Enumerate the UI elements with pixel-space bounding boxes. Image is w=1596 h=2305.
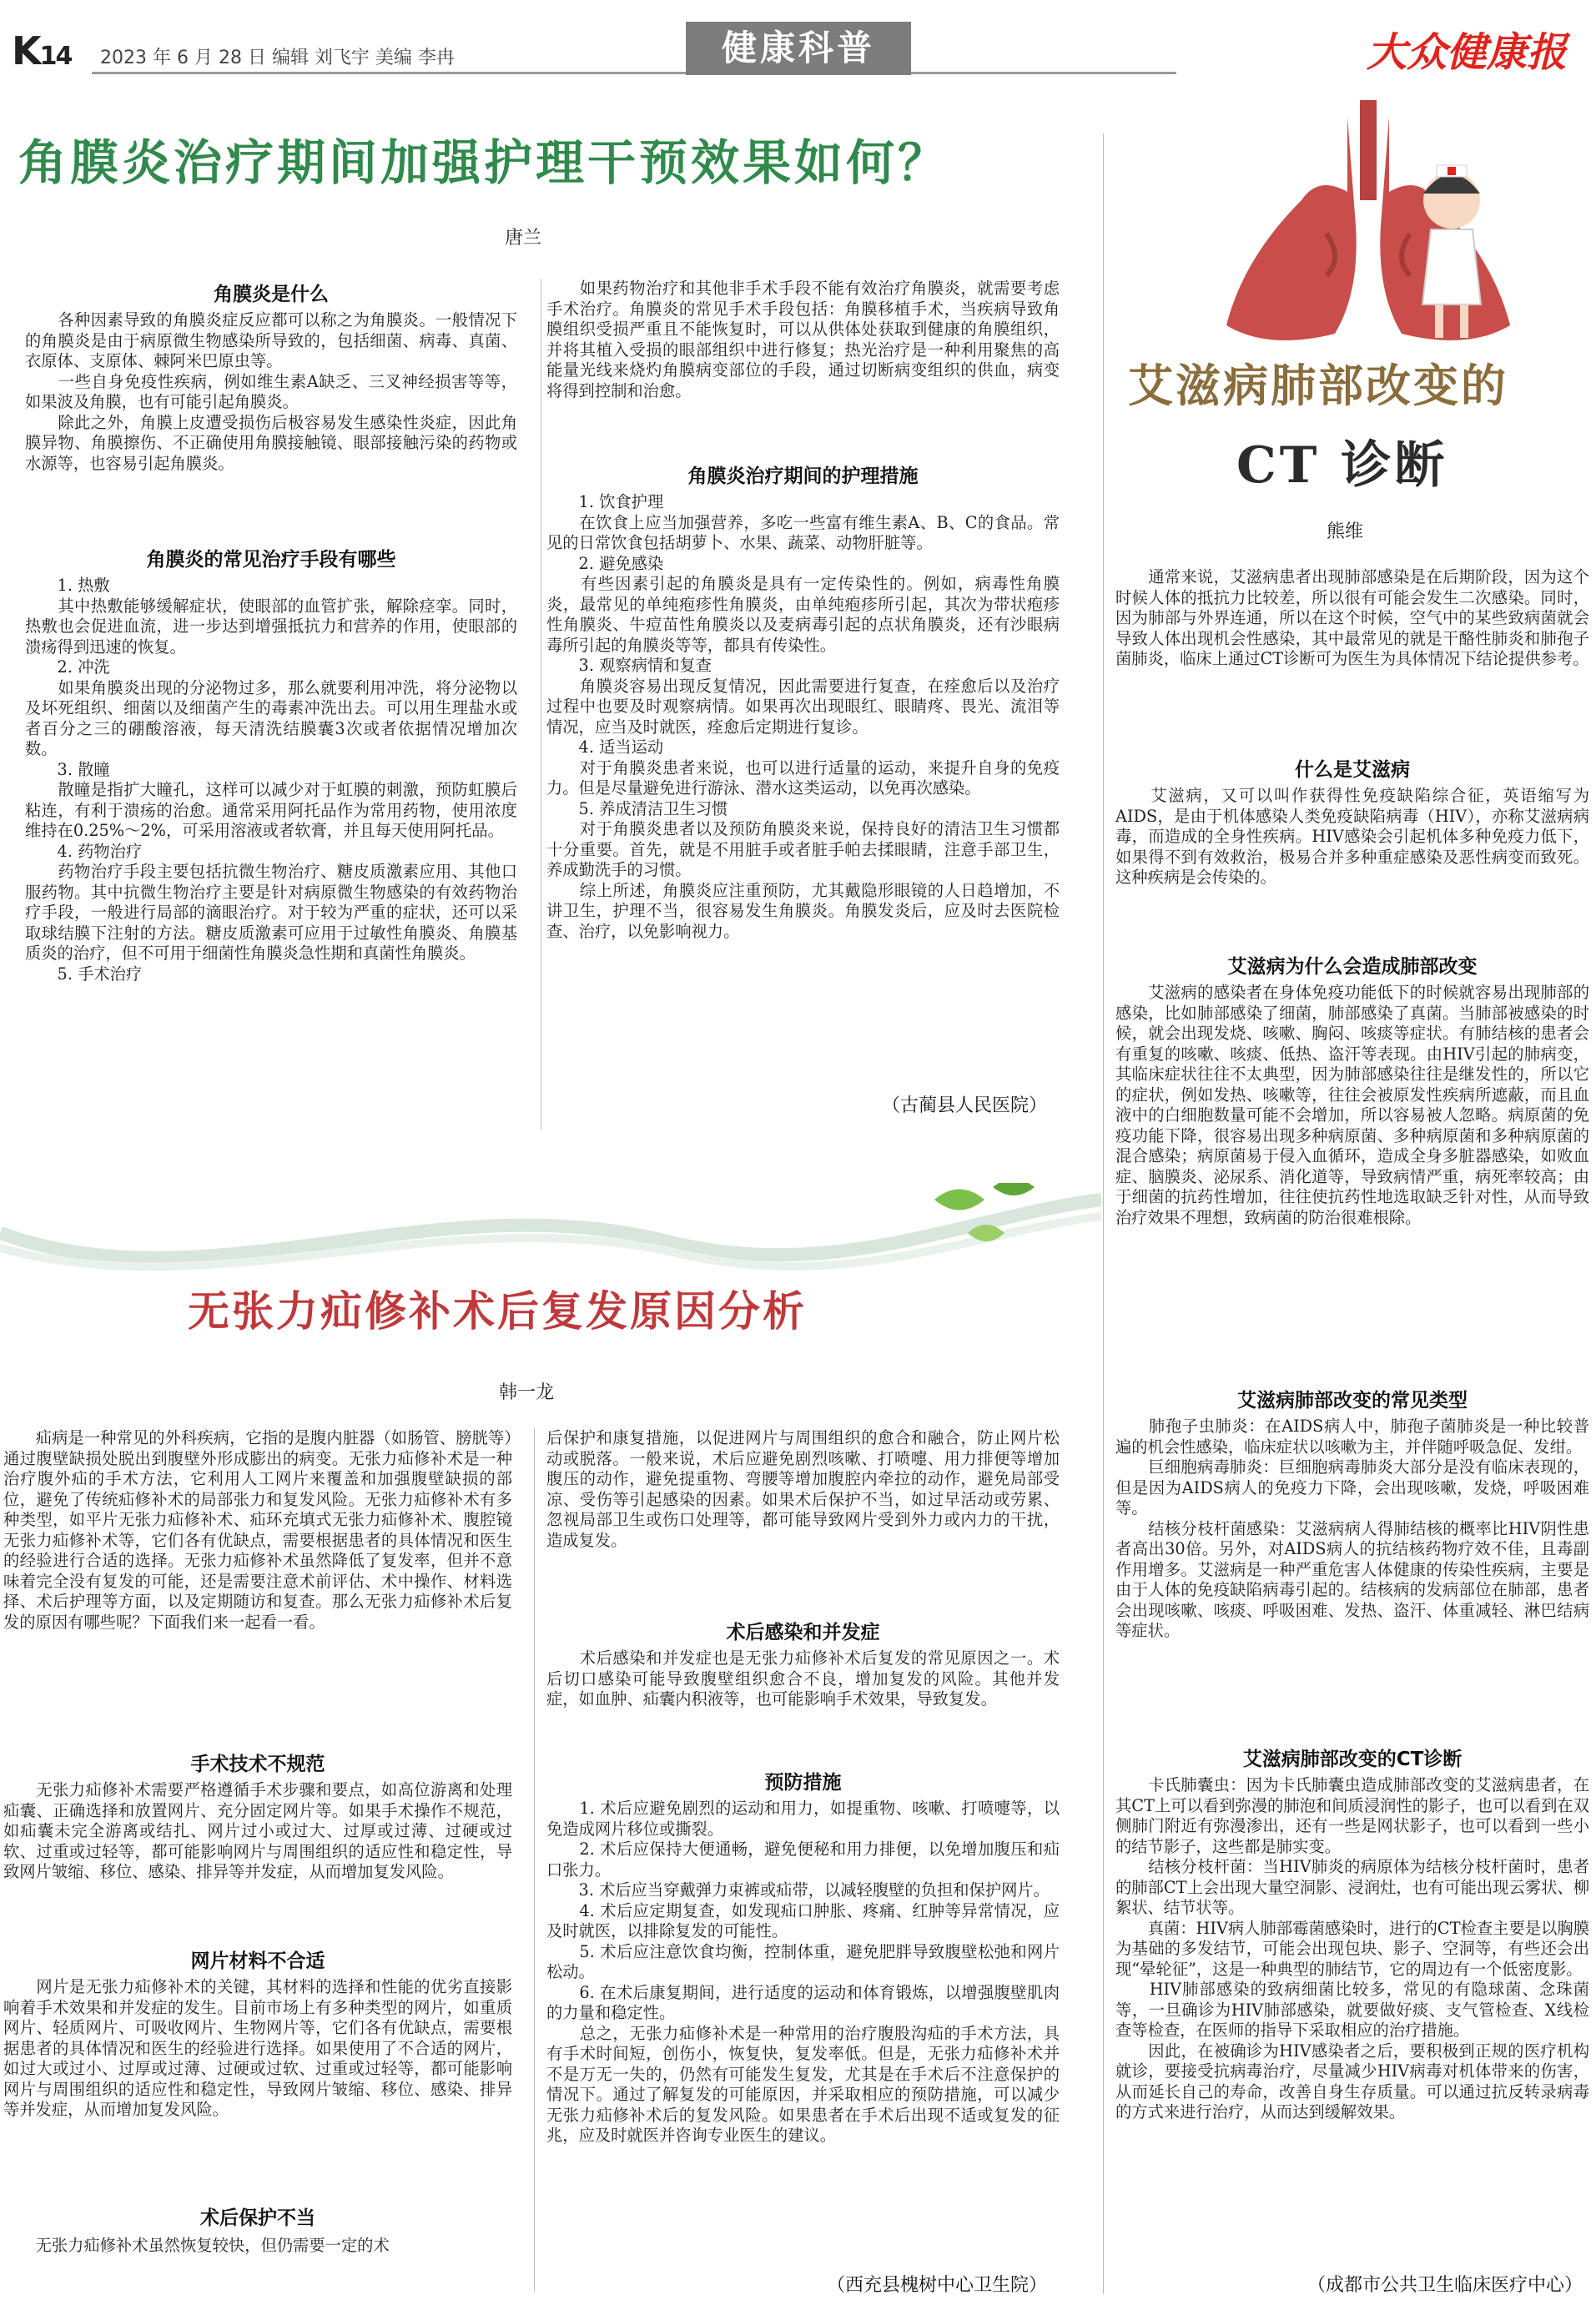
article1-body-2: 1. 热敷 其中热敷能够缓解症状，使眼部的血管扩张，解除痉挛。同时，热敷也会促进血流，进一步达到增强抵抗力和营养的作用，使眼部的溃疡得到迅速的恢复。 2. 冲洗 如果角膜炎出现的分泌物过多，那么就要利用冲洗，将分泌物以及坏死组织、细菌以及细菌产生的毒素冲洗出去。可以用生理盐水或者百分之三的硼酸溶液，每天清洗结膜囊3次或者依据情况增加次数。 3. 散瞳 散瞳是指扩大瞳孔，这样可以减少对于虹膜的刺激，预防虹膜后粘连，有利于溃疡的治愈。通常采用阿托品作为常用药物，使用浓度维持在0.25%～2%，可采用溶液或者软膏，并且每天使用阿托品。 4. 药物治疗 药物治疗手段主要包括抗微生物治疗、糖皮质激素应用、其他口服药物。其中抗微生物治疗主要是针对病原微生物感染的有效药物治疗手段，一般进行局部的滴眼治疗。对于较为严重的症状，还可以采取球结膜下注射的方法。糖皮质激素可应用于过敏性角膜炎、角膜基质炎的治疗，但不可用于细菌性角膜炎急性期和真菌性角膜炎。 5. 手术治疗 [25, 576, 517, 984]
article2-subhead-4: 术后感染和并发症 [726, 1622, 880, 1643]
article3-title-line2: CT 诊断 [1236, 436, 1448, 495]
article2-subhead-2: 网片材料不合适 [190, 1950, 325, 1972]
article2-subhead-3: 术后保护不当 [200, 2207, 315, 2229]
article2-body-3-cont: 后保护和康复措施，以促进网片与周围组织的愈合和融合，防止网片松动或脱落。一般来说，术后应避免剧烈咳嗽、打喷嚏、用力排便等增加腹压的动作，避免提重物、弯腰等增加腹腔内牵拉的动作，避免局部受凉、受伤等引起感染的因素。如果术后保护不当，如过早活动或劳累、忽视局部卫生或伤口处理等，都可能导致网片受到外力或内力的干扰，造成复发。 [546, 1428, 1060, 1550]
wave-divider [0, 1183, 1101, 1291]
article2-author: 韩一龙 [499, 1382, 555, 1403]
article2-body-4: 术后感染和并发症也是无张力疝修补术后复发的常见原因之一。术后切口感染可能导致腹壁组织愈合不良，增加复发的风险。其他并发症，如血肿、疝囊内积液等，也可能影响手术效果，导致复发。 [546, 1648, 1060, 1709]
section-banner: 健康科普 [686, 22, 911, 75]
article3-body-4: 卡氏肺囊虫：因为卡氏肺囊虫造成肺部改变的艾滋病患者，在其CT上可以看到弥漫的肺泡和间质浸润性的影子，也可以看到在双侧肺门附近有弥漫渗出，还有一些是网状影子，也可以看到一些小的结节影子，这些都是肺实变。 结核分枝杆菌：当HIV肺炎的病原体为结核分枝杆菌时，患者的肺部CT上会出现大量空洞影、浸润灶，也有可能出现云雾状、柳絮状、结节状等。 真菌：HIV病人肺部霉菌感染时，进行的CT检查主要是以胸膜为基础的多发结节，可能会出现包块、影子、空洞等，有些还会出现“晕轮征”，这是一种典型的肺结节，它的周边有一个低密度影。 HIV肺部感染的致病细菌比较多，常见的有隐球菌、念珠菌等，一旦确诊为HIV肺部感染，就要做好痰、支气管检查、X线检查等检查，在医师的指导下采取相应的治疗措施。 因此，在被确诊为HIV感染者之后，要积极到正规的医疗机构就诊，要接受抗病毒治疗，尽量减少HIV病毒对机体带来的伤害，从而延长自己的寿命，改善自身生存质量。可以通过抗反转录病毒的方式来进行治疗，从而达到缓解效果。 [1115, 1775, 1589, 2121]
article2-body-3: 无张力疝修补术虽然恢复较快，但仍需要一定的术 [3, 2236, 390, 2255]
article2-subhead-1: 手术技术不规范 [190, 1754, 325, 1775]
article1-source: （古蔺县人民医院） [881, 1095, 1047, 1116]
article3-body-1: 艾滋病，又可以叫作获得性免疫缺陷综合征，英语缩写为AIDS，是由于机体感染人类免疫缺陷病毒（HIV），亦称艾滋病病毒，而造成的全身性疾病。HIV感染会引起机体多种免疫力低下，如果得不到有效救治，极易合并多种重症感染及恶性病变而致死。这种疾病是会传染的。 [1115, 786, 1589, 887]
article1-body-1: 各种因素导致的角膜炎症反应都可以称之为角膜炎。一般情况下的角膜炎是由于病原微生物感染所导致的，包括细菌、病毒、真菌、衣原体、支原体、棘阿米巴原虫等。 一些自身免疫性疾病，例如维生素A缺乏、三叉神经损害等等，如果波及角膜，也有可能引起角膜炎。 除此之外，角膜上皮遭受损伤后极容易发生感染性炎症，因此角膜异物、角膜擦伤、不正确使用角膜接触镜、眼部接触污染的药物或水源等，也容易引起角膜炎。 [25, 310, 517, 473]
article3-subhead-3: 艾滋病肺部改变的常见类型 [1237, 1390, 1468, 1412]
article1-subhead-2: 角膜炎的常见治疗手段有哪些 [146, 549, 396, 571]
article1-subhead-1: 角膜炎是什么 [214, 284, 329, 305]
date-editors: 2023 年 6 月 28 日 编辑 刘飞宇 美编 李冉 [100, 48, 455, 68]
lungs-nurse-illustration [1193, 100, 1543, 350]
article2-body-5: 1. 术后应避免剧烈的运动和用力，如提重物、咳嗽、打喷嚏等，以免造成网片移位或撕裂。 2. 术后应保持大便通畅，避免便秘和用力排便，以免增加腹压和疝口张力。 3. 术后应当穿戴弹力束裤或疝带，以减轻腹壁的负担和保护网片。 4. 术后应定期复查，如发现疝口肿胀、疼痛、红肿等异常情况，应及时就医，以排除复发的可能性。 5. 术后应注意饮食均衡，控制体重，避免肥胖导致腹壁松弛和网片松动。 6. 在术后康复期间，进行适度的运动和体育锻炼，以增强腹壁肌肉的力量和稳定性。 总之，无张力疝修补术是一种常用的治疗腹股沟疝的手术方法，具有手术时间短，创伤小，恢复快，复发率低。但是，无张力疝修补术并不是万无一失的，仍然有可能发生复发，尤其是在手术后不注意保护的情况下。通过了解复发的可能原因，并采取相应的预防措施，可以减少无张力疝修补术后的复发风险。如果患者在手术后出现不适或复发的征兆，应及时就医并咨询专业医生的建议。 [546, 1799, 1060, 2145]
article2-body-1: 无张力疝修补术需要严格遵循手术步骤和要点，如高位游离和处理疝囊、正确选择和放置网片、充分固定网片等。如果手术操作不规范，如疝囊未完全游离或结扎、网片过小或过大、过厚或过薄、过硬或过软、过重或过轻等，都可能影响网片与周围组织的适应性和稳定性，导致网片皱缩、移位、感染、排异等并发症，从而增加复发风险。 [3, 1780, 512, 1881]
column-divider [1103, 133, 1104, 2294]
article3-author: 熊维 [1327, 521, 1364, 542]
article3-subhead-4: 艾滋病肺部改变的CT诊断 [1242, 1749, 1463, 1770]
page-number: 14 [39, 42, 72, 71]
article3-subhead-1: 什么是艾滋病 [1295, 759, 1410, 781]
article3-body-2: 艾滋病的感染者在身体免疫功能低下的时候就容易出现肺部的感染，比如肺部感染了细菌，肺部感染了真菌。当肺部被感染的时候，就会出现发烧、咳嗽、胸闷、咳痰等症状。有肺结核的患者会有重复的咳嗽、咳痰、低热、盗汗等表现。由HIV引起的肺病变，其临床症状往往不太典型，因为肺部感染往往是继发性的，所以它的症状，例如发热、咳嗽等，往往会被原发性疾病所遮蔽，而且血液中的白细胞数量可能不会增加，所以容易被人忽略。病原菌的免疫功能下降，很容易出现多种病原菌、多种病原菌和多种病原菌的混合感染；病原菌易于侵入血循环，造成全身多脏器感染，如败血症、脑膜炎、泌尿系、消化道等，导致病情严重，病死率较高；由于细菌的抗药性增加，往往使抗药性地选取缺乏针对性，从而导致治疗效果不理想，致病菌的防治很难根除。 [1115, 983, 1589, 1227]
article2-source: （西充县槐树中心卫生院） [826, 2275, 1047, 2296]
article1-author: 唐兰 [505, 228, 542, 249]
article1-title: 角膜炎治疗期间加强护理干预效果如何？ [18, 134, 950, 191]
article3-source: （成都市公共卫生临床医疗中心） [1307, 2275, 1583, 2296]
article2-title: 无张力疝修补术后复发原因分析 [188, 1287, 807, 1336]
article1-subhead-3: 角膜炎治疗期间的护理措施 [687, 466, 919, 487]
page-letter: K14 [12, 28, 72, 73]
article1-body-2-cont: 如果药物治疗和其他非手术手段不能有效治疗角膜炎，就需要考虑手术治疗。角膜炎的常见手术手段包括：角膜移植手术，当疾病导致角膜组织受损严重且不能恢复时，可以从供体处获取到健康的角膜组织，并将其植入受损的眼部组织中进行修复；热光治疗是一种利用聚焦的高能量光线来烧灼角膜病变部位的手段，通过切断病变组织的供血，病变将得到控制和治愈。 [546, 279, 1060, 400]
article1-body-3: 1. 饮食护理 在饮食上应当加强营养，多吃一些富有维生素A、B、C的食品。常见的日常饮食包括胡萝卜、水果、蔬菜、动物肝脏等。 2. 避免感染 有些因素引起的角膜炎是具有一定传染性的。例如，病毒性角膜炎，最常见的单纯疱疹性角膜炎，由单纯疱疹所引起，其次为带状疱疹性角膜炎、牛痘苗性角膜炎以及麦病毒引起的点状角膜炎，还有沙眼病毒所引起的角膜炎等等，都具有传染性。 3. 观察病情和复查 角膜炎容易出现反复情况，因此需要进行复查，在痊愈后以及治疗过程中也要及时观察病情。如果再次出现眼红、眼睛疼、畏光、流泪等情况，应当及时就医，痊愈后定期进行复诊。 4. 适当运动 对于角膜炎患者来说，也可以进行适量的运动，来提升自身的免疫力。但是尽量避免进行游泳、潜水这类运动，以免再次感染。 5. 养成清洁卫生习惯 对于角膜炎患者以及预防角膜炎来说，保持良好的清洁卫生习惯都十分重要。首先，就是不用脏手或者脏手帕去揉眼睛，注意手部卫生，养成勤洗手的习惯。 综上所述，角膜炎应注重预防，尤其戴隐形眼镜的人日趋增加，不讲卫生，护理不当，很容易发生角膜炎。角膜发炎后，应及时去医院检查、治疗，以免影响视力。 [546, 492, 1060, 941]
column-divider [534, 1428, 535, 2292]
article3-intro: 通常来说，艾滋病患者出现肺部感染是在后期阶段，因为这个时候人体的抵抗力比较差，所以很有可能会发生二次感染。同时，因为肺部与外界连通，所以在这个时候，空气中的某些致病菌就会导致人体出现机会性感染，其中最常见的就是干酪性肺炎和肺孢子菌肺炎，临床上通过CT诊断可为医生为具体情况下结论提供参考。 [1115, 567, 1589, 668]
article3-title-line1: 艾滋病肺部改变的 [1128, 360, 1508, 412]
article2-intro: 疝病是一种常见的外科疾病，它指的是腹内脏器（如肠管、膀胱等）通过腹壁缺损处脱出到腹壁外形成膨出的病变。无张力疝修补术是一种治疗腹外疝的手术方法，它利用人工网片来覆盖和加强腹壁缺损的部位，避免了传统疝修补术的局部张力和复发风险。无张力疝修补术有多种类型，如平片无张力疝修补术、疝环充填式无张力疝修补术、腹腔镜无张力疝修补术等，它们各有优缺点，需要根据患者的具体情况和医生的经验进行合适的选择。无张力疝修补术虽然降低了复发率，但并不意味着完全没有复发的可能，还是需要注意术前评估、术中操作、材料选择、术后护理等方面，以及定期随访和复查。那么无张力疝修补术后复发的原因有哪些呢？下面我们来一起看一看。 [3, 1428, 512, 1632]
article3-subhead-2: 艾滋病为什么会造成肺部改变 [1227, 956, 1478, 978]
newspaper-logo: 大众健康报 [1367, 29, 1568, 76]
article2-body-2: 网片是无张力疝修补术的关键，其材料的选择和性能的优劣直接影响着手术效果和并发症的发生。目前市场上有多种类型的网片，如重质网片、轻质网片、可吸收网片、生物网片等，它们各有优缺点，需要根据患者的具体情况和医生的经验进行选择。如果使用了不合适的网片，如过大或过小、过厚或过薄、过硬或过软、过重或过轻等，都可能影响网片与周围组织的适应性和稳定性，导致网片皱缩、移位、感染、排异等并发症，从而增加复发风险。 [3, 1977, 512, 2119]
header-rule [92, 72, 1176, 74]
article2-subhead-5: 预防措施 [764, 1772, 842, 1794]
article3-body-3: 肺孢子虫肺炎：在AIDS病人中，肺孢子菌肺炎是一种比较普遍的机会性感染，临床症状以咳嗽为主，并伴随呼吸急促、发绀。 巨细胞病毒肺炎：巨细胞病毒肺炎大部分是没有临床表现的，但是因为AIDS病人的免疫力下降，会出现咳嗽，发烧，呼吸困难等。 结核分枝杆菌感染：艾滋病病人得肺结核的概率比HIV阴性患者高出30倍。另外，对AIDS病人的抗结核药物疗效不佳，且毒副作用增多。艾滋病是一种严重危害人体健康的传染性疾病，主要是由于人体的免疫缺陷病毒引起的。结核病的发病部位在肺部，患者会出现咳嗽、咳痰、呼吸困难、发热、盗汗、体重减轻、淋巴结病等症状。 [1115, 1417, 1589, 1640]
